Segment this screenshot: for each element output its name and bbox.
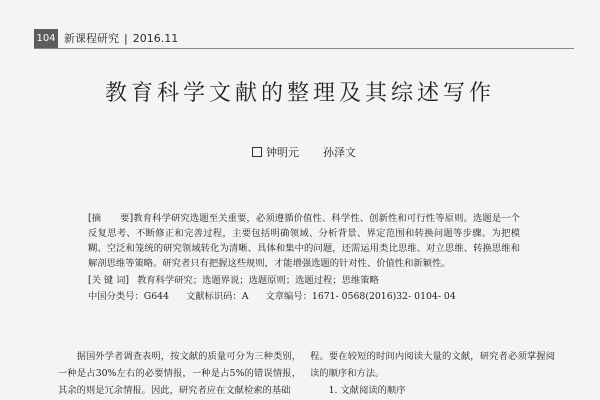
keywords-label: [关 键 词] bbox=[88, 275, 130, 286]
article-title: 教育科学文献的整理及其综述写作 bbox=[104, 81, 495, 106]
doc-code-label: 文献标识码： bbox=[185, 291, 242, 302]
doc-code-value: A bbox=[241, 291, 249, 302]
body-left-column bbox=[58, 348, 301, 399]
author-line bbox=[252, 144, 356, 160]
author-1-name: 钟明元 bbox=[266, 146, 299, 159]
body-paragraph: 据国外学者调查表明，按文献的质量可分为三种类别，一种是占30%左右的必要情报，一种是占5%的错误情报，其余的则是冗余情报。因此，研究者应在文献检索的基础 bbox=[58, 351, 301, 396]
abstract-text: 教育科学研究选题至关重要，必须遵循价值性、科学性、创新性和可行性等原则。选题是一个反复思考、不断修正和完善过程，主要包括明确领域、分析背景、界定范围和转换问题等步骤。为把模糊、空泛和笼统的研究领域转化为清晰、具体和集中的问题，还需运用类比思维、对立思维、转换思维和解剖思维等策略。研究者只有把握这些规则，才能增强选题的针对性、价值性和新颖性。 bbox=[88, 213, 520, 269]
clc-value: G644 bbox=[143, 291, 169, 302]
body-paragraph-continued: 程。要在较短的时间内阅读大量的文献，研究者必须掌握阅读的顺序和方法。 bbox=[310, 351, 555, 379]
checkbox-icon bbox=[252, 147, 262, 157]
keywords-text: 教育科学研究；选题界说；选题原则；选题过程；思维策略 bbox=[137, 275, 379, 286]
clc-label: 中国分类号： bbox=[88, 291, 144, 302]
journal-name: 新课程研究 bbox=[64, 32, 119, 45]
abstract bbox=[88, 211, 520, 271]
author-1 bbox=[252, 144, 299, 160]
author-2: 孙泽文 bbox=[323, 146, 356, 159]
article-no-label: 文章编号： bbox=[265, 291, 312, 302]
body-right-column bbox=[310, 348, 555, 399]
running-header bbox=[64, 30, 178, 47]
header-rule bbox=[34, 48, 574, 49]
header-separator: | bbox=[124, 32, 128, 45]
page-number: 104 bbox=[34, 29, 58, 48]
abstract-label: [摘 要] bbox=[88, 213, 134, 224]
article-no-value: 1671- 0568(2016)32- 0104- 04 bbox=[311, 291, 456, 302]
keywords-line bbox=[88, 274, 379, 288]
section-heading: 1. 文献阅读的顺序 bbox=[328, 385, 406, 396]
journal-issue: 2016.11 bbox=[132, 32, 179, 45]
classification-line bbox=[88, 290, 456, 304]
